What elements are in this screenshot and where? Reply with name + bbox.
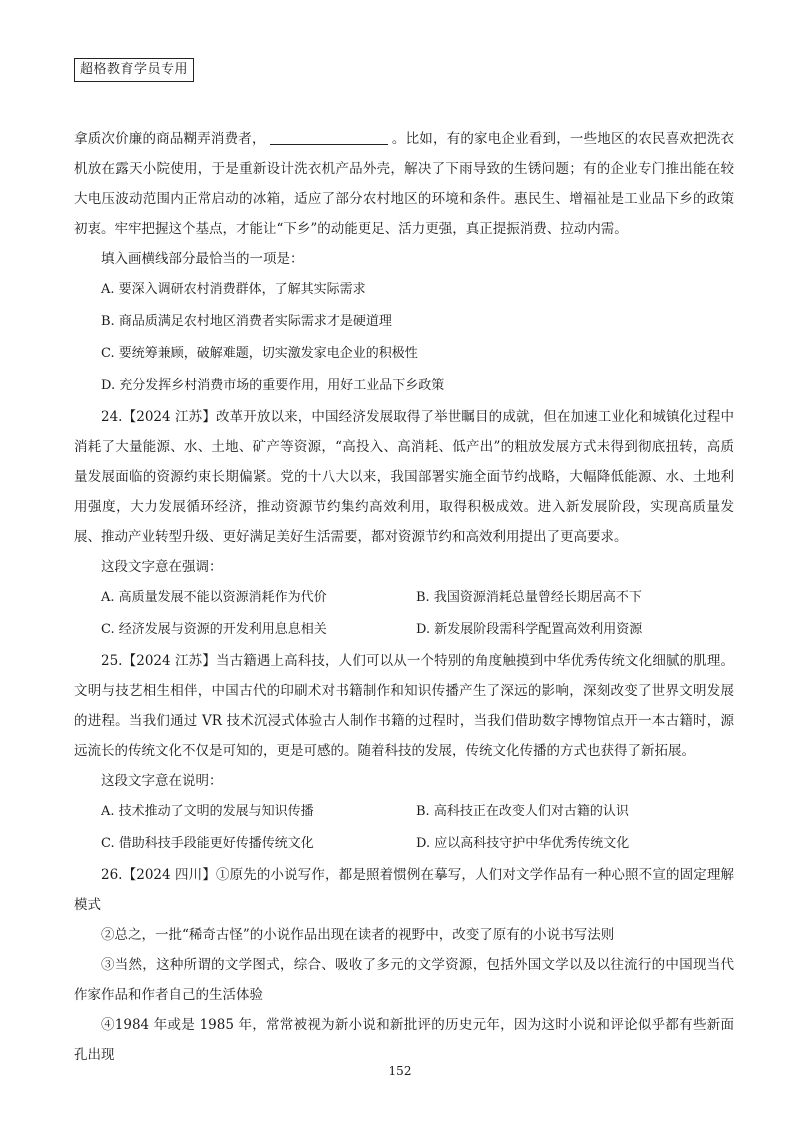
q25-text: 当古籍遇上高科技，人们可以从一个特别的角度触摸到中华优秀传统文化细腻的肌理。文明与技艺相生相伴，中国古代的印刷术对书籍制作和知识传播产生了深远的影响，深刻改变了世界文明发展的进程。当我们通过 VR 技术沉浸式体验古人制作书籍的过程时，当我们借助数字博物馆点开一本古籍时，源远流长的传统文化不仅是可知的，更是可感的。随着科技的发展，传统文化传播的方式也获得了新拓展。 (74, 653, 734, 759)
page-content (74, 124, 734, 1070)
q24-option-c: C. 经济发展与资源的开发利用息息相关 (101, 622, 327, 637)
q24-prompt: 这段文字意在强调： (101, 559, 223, 575)
q24-option-a: A. 高质量发展不能以资源消耗作为代价 (101, 590, 327, 605)
q26-s1-text: ①原先的小说写作，都是照着惯例在摹写，人们对文学作品有一种心照不宣的固定理解模式 (74, 867, 734, 913)
page-number: 152 (388, 1064, 412, 1078)
q24-options-row-2 (74, 614, 734, 646)
q24-passage (74, 402, 734, 552)
q23-passage (74, 124, 734, 244)
q23-option-b: B. 商品质满足农村地区消费者实际需求才是硬道理 (101, 314, 392, 329)
q25-number: 25. (101, 653, 123, 669)
q25-options-row-2 (74, 828, 734, 860)
q25-source-tag: 【2024 江苏】 (122, 653, 216, 669)
q26-sentence-4: ④1984 年或是 1985 年，常常被视为新小说和新批评的历史元年，因为这时小说和评论似乎都有些新面孔出现 (74, 1017, 734, 1063)
q25-prompt: 这段文字意在说明： (101, 773, 223, 789)
q24-text: 改革开放以来，中国经济发展取得了举世瞩目的成就，但在加速工业化和城镇化过程中消耗了大量能源、水、土地、矿产等资源，“高投入、高消耗、低产出”的粗放发展方式未得到彻底扭转，高质量发展面临的资源约束长期偏紧。党的十八大以来，我国部署实施全面节约战略，大幅降低能源、水、土地利用强度，大力发展循环经济，推动资源节约集约高效利用，取得积极成效。进入新发展阶段，实现高质量发展、推动产业转型升级、更好满足美好生活需要，都对资源节约和高效利用提出了更高要求。 (74, 409, 734, 545)
q23-option-d: D. 充分发挥乡村消费市场的重要作用，用好工业品下乡政策 (101, 378, 445, 393)
answer-blank (270, 128, 388, 145)
q25-options-row-1 (74, 796, 734, 828)
q26-source-tag: 【2024 四川】 (122, 867, 216, 883)
q25-option-a: A. 技术推动了文明的发展与知识传播 (101, 804, 314, 819)
q23-text-before: 拿质次价廉的商品糊弄消费者， (74, 131, 266, 147)
q26-sentence-1 (74, 860, 734, 920)
q25-option-c: C. 借助科技手段能更好传播传统文化 (101, 836, 314, 851)
q23-option-a: A. 要深入调研农村消费群体，了解其实际需求 (101, 282, 366, 297)
q24-options-row-1 (74, 582, 734, 614)
q24-option-d: D. 新发展阶段需科学配置高效利用资源 (416, 622, 643, 637)
q25-passage (74, 646, 734, 766)
q24-option-b: B. 我国资源消耗总量曾经长期居高不下 (416, 590, 642, 605)
header-label: 超格教育学员专用 (74, 58, 194, 82)
q24-number: 24. (101, 409, 123, 425)
q26-number: 26. (101, 867, 123, 883)
q23-prompt: 填入画横线部分最恰当的一项是： (101, 251, 304, 267)
q25-option-d: D. 应以高科技守护中华优秀传统文化 (416, 836, 630, 851)
q25-option-b: B. 高科技正在改变人们对古籍的认识 (416, 804, 629, 819)
q23-option-c: C. 要统筹兼顾，破解难题，切实激发家电企业的积极性 (101, 346, 418, 361)
q26-sentence-3: ③当然，这种所谓的文学图式，综合、吸收了多元的文学资源，包括外国文学以及以往流行的中国现当代作家作品和作者自己的生活体验 (74, 957, 734, 1003)
q24-source-tag: 【2024 江苏】 (122, 409, 216, 425)
q26-sentence-2: ②总之，一批“稀奇古怪”的小说作品出现在读者的视野中，改变了原有的小说书写法则 (101, 927, 615, 943)
q23-text-after: 。比如，有的家电企业看到，一些地区的农民喜欢把洗衣机放在露天小院使用，于是重新设计洗衣机产品外壳，解决了下雨导致的生锈问题；有的企业专门推出能在较大电压波动范围内正常启动的冰箱，适应了部分农村地区的环境和条件。惠民生、增福祉是工业品下乡的政策初衷。牢牢把握这个基点，才能让“下乡”的动能更足、活力更强，真正提振消费、拉动内需。 (74, 131, 735, 237)
